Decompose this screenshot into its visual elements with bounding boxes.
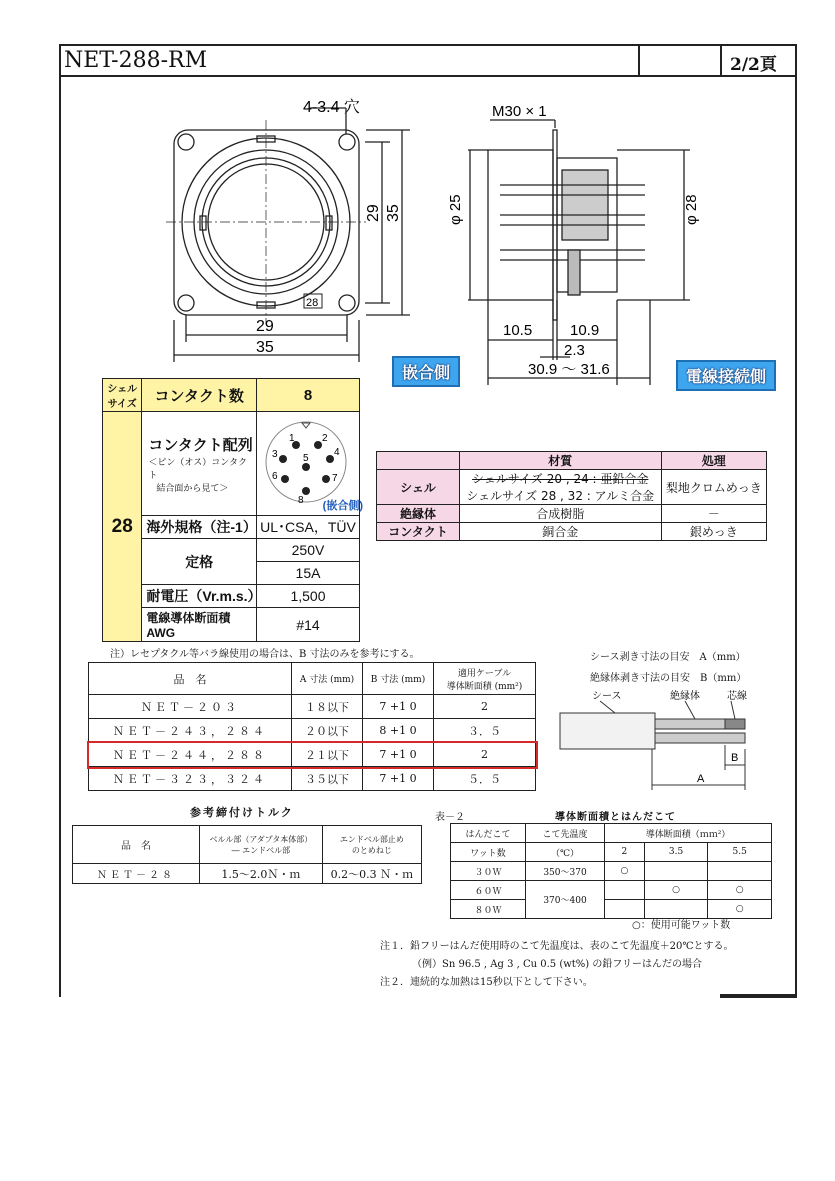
watt-cell: ６０Ｗ <box>451 881 526 900</box>
dim-35-horizontal: 35 <box>256 339 274 356</box>
cable-cell: ３５以下 <box>292 767 363 791</box>
temp-cell: 370〜400 <box>526 881 605 919</box>
shell-material: シェルサイズ 28 , 32 : アルミ合金 <box>466 489 655 503</box>
arrangement-sub1: ＜ピン（オス）コンタクト <box>148 456 247 480</box>
mark-cell <box>605 881 645 900</box>
solder-legend: ○：使用可能ワット数 <box>632 920 731 931</box>
pin-label: 1 <box>289 433 295 444</box>
cable-cell: 7 +1 0 <box>363 743 434 767</box>
temp-cell: 350〜370 <box>526 862 605 881</box>
cable-cell: ３．５ <box>434 719 536 743</box>
cable-cell: ＮＥＴ－３２３，３２４ <box>89 767 292 791</box>
header-divider <box>720 44 722 77</box>
pin-label: 7 <box>332 473 338 484</box>
note-1-example: （例）Sn 96.5 , Ag 3 , Cu 0.5 (wt%) の鉛フリーはんだの場合 <box>412 959 702 970</box>
cable-cell: 2 <box>434 695 536 719</box>
pin-label: 8 <box>298 495 304 506</box>
side-view-drawing <box>440 100 700 385</box>
cable-cell: ＮＥＴ－２０３ <box>89 695 292 719</box>
cable-header: 品 名 <box>89 663 292 695</box>
withstand-label: 耐電圧（Vr.m.s.） <box>142 585 257 608</box>
mark-cell: ○ <box>708 881 772 900</box>
cable-note: 注）レセプタクル等バラ線使用の場合は、B 寸法のみを参考にする。 <box>110 649 420 660</box>
material-header: 材質 <box>460 452 662 470</box>
cable-header: 適用ケーブル 導体断面積 (mm²) <box>434 663 536 695</box>
mark-cell: ○ <box>644 881 708 900</box>
front-view-drawing <box>160 90 420 370</box>
spec-table <box>102 378 363 642</box>
torque-header: ベルル部（アダプタ本体部） ― エンドベル部 <box>200 826 323 864</box>
watt-cell: ３０Ｗ <box>451 862 526 881</box>
cable-cell: 2 <box>434 743 536 767</box>
mark-cell <box>708 862 772 881</box>
insulator-label: 絶縁体 <box>670 691 700 702</box>
solder-header: こて先温度 <box>526 824 605 843</box>
arrangement-sub2: 結合面から見て＞ <box>156 482 229 493</box>
table-row <box>89 695 536 719</box>
pin-label: 4 <box>334 447 340 458</box>
dim-10-5: 10.5 <box>503 322 533 339</box>
cable-cell: ５．５ <box>434 767 536 791</box>
withstand-value: 1,500 <box>257 585 360 608</box>
pin-label: 6 <box>272 471 278 482</box>
material-corner <box>377 452 460 470</box>
dim-a-label: A <box>697 773 705 785</box>
arrangement-title: コンタクト配列 <box>148 436 253 454</box>
rating-voltage: 250V <box>257 539 360 562</box>
dim-29-vertical: 29 <box>365 204 382 222</box>
shell-material-old: シェルサイズ 20 , 24 : 亜鉛合金 <box>472 472 649 486</box>
cable-cell: 7 +1 0 <box>363 767 434 791</box>
size-header: 2 <box>605 843 645 862</box>
solder-header: 導体断面積（ｍｍ²） <box>605 824 772 843</box>
part-shell: シェル <box>377 470 460 505</box>
sheath-label: シース <box>592 691 622 702</box>
shell-mark: 28 <box>306 297 319 309</box>
rating-current: 15A <box>257 562 360 585</box>
contact-arrangement-diagram <box>258 417 358 507</box>
pin-label: 5 <box>303 453 309 464</box>
cable-cell: ２１以下 <box>292 743 363 767</box>
pin-label: 2 <box>322 433 328 444</box>
watt-cell: ８０Ｗ <box>451 900 526 919</box>
arrangement-mating-label: (嵌合側) <box>322 500 363 512</box>
overseas-label: 海外規格（注-1） <box>142 516 257 539</box>
overseas-value: UL･CSA，TÜV <box>257 516 360 539</box>
shell-finish: 梨地クロムめっき <box>661 470 766 505</box>
part-contact: コンタクト <box>377 523 460 541</box>
table-row <box>451 862 772 881</box>
contact-finish: 銀めっき <box>661 523 766 541</box>
cable-cell: 8 +1 0 <box>363 719 434 743</box>
mark-cell <box>644 862 708 881</box>
table-row <box>451 881 772 900</box>
phi25-label: φ 25 <box>447 194 464 225</box>
cable-cell: ＮＥＴ－２４３，２８４ <box>89 719 292 743</box>
solder-table-no: 表－２ <box>435 812 465 823</box>
hole-label: 4-3.4 穴 <box>303 99 360 116</box>
page-number: 2/2頁 <box>730 55 777 75</box>
frame-bottom-bar <box>720 994 797 998</box>
pin-label: 3 <box>272 449 278 460</box>
cable-cell: 7 +1 0 <box>363 695 434 719</box>
cable-header: A 寸法 (mm) <box>292 663 363 695</box>
note-2: 注２．連続的な加熱は15秒以下として下さい。 <box>380 977 593 988</box>
wire-side-label: 電線接続側 <box>676 360 776 391</box>
cable-cell: ＮＥＴ－２４４，２８８ <box>89 743 292 767</box>
dim-10-9: 10.9 <box>570 322 600 339</box>
torque-cell: 0.2〜0.3 Ｎ・ｍ <box>322 864 421 884</box>
material-table <box>376 451 767 541</box>
cable-table <box>88 662 536 791</box>
cable-header: B 寸法 (mm) <box>363 663 434 695</box>
mating-side-label: 嵌合側 <box>392 356 460 387</box>
solder-header: （℃） <box>526 843 605 862</box>
shell-size-header: シェル サイズ <box>103 379 142 412</box>
contact-count-header: コンタクト数 <box>142 379 257 412</box>
dim-b-label: B <box>731 752 739 764</box>
table-row <box>89 719 536 743</box>
header-divider <box>638 44 640 77</box>
page-title: NET-288-RM <box>64 48 208 73</box>
size-header: 5.5 <box>708 843 772 862</box>
dim-total: 30.9 〜 31.6 <box>528 361 610 378</box>
strip-b-label: 絶縁体剥き寸法の目安 B（mm） <box>590 673 747 684</box>
part-insulator: 絶縁体 <box>377 505 460 523</box>
solder-title: 導体断面積とはんだこて <box>555 812 676 823</box>
insulator-finish: － <box>661 505 766 523</box>
table-row <box>89 767 536 791</box>
dim-35-vertical: 35 <box>385 204 402 222</box>
thread-label: M30 × 1 <box>492 103 547 120</box>
shell-size-value: 28 <box>103 412 142 642</box>
awg-label: 電線導体断面積 AWG <box>142 608 257 642</box>
torque-header: 品 名 <box>73 826 200 864</box>
torque-header: エンドベル部止め のとめねじ <box>322 826 421 864</box>
contact-material: 銅合金 <box>460 523 662 541</box>
solder-header: ワット数 <box>451 843 526 862</box>
awg-value: #14 <box>257 608 360 642</box>
solder-header: はんだこて <box>451 824 526 843</box>
solder-table <box>450 823 772 919</box>
phi28-label: φ 28 <box>683 194 700 225</box>
strip-a-label: シース剥き寸法の目安 A（mm） <box>590 652 746 663</box>
core-label: 芯線 <box>727 691 747 702</box>
table-row <box>73 864 422 884</box>
dim-2-3: 2.3 <box>564 342 585 359</box>
size-header: 3.5 <box>644 843 708 862</box>
strip-diagram <box>555 685 780 795</box>
dim-29-horizontal: 29 <box>256 318 274 335</box>
mark-cell: ○ <box>708 900 772 919</box>
mark-cell: ○ <box>605 862 645 881</box>
torque-table <box>72 825 422 884</box>
torque-cell: ＮＥＴ－２８ <box>73 864 200 884</box>
cable-cell: ２０以下 <box>292 719 363 743</box>
rating-label: 定格 <box>142 539 257 585</box>
insulator-material: 合成樹脂 <box>460 505 662 523</box>
torque-cell: 1.5〜2.0Ｎ・ｍ <box>200 864 323 884</box>
torque-title: 参考締付けトルク <box>190 806 294 819</box>
table-row-highlighted <box>89 743 536 767</box>
finish-header: 処理 <box>661 452 766 470</box>
cable-cell: １８以下 <box>292 695 363 719</box>
contact-count-value: 8 <box>257 379 360 412</box>
note-1: 注１．鉛フリーはんだ使用時のこて先温度は、表のこて先温度＋20℃とする。 <box>380 941 734 952</box>
